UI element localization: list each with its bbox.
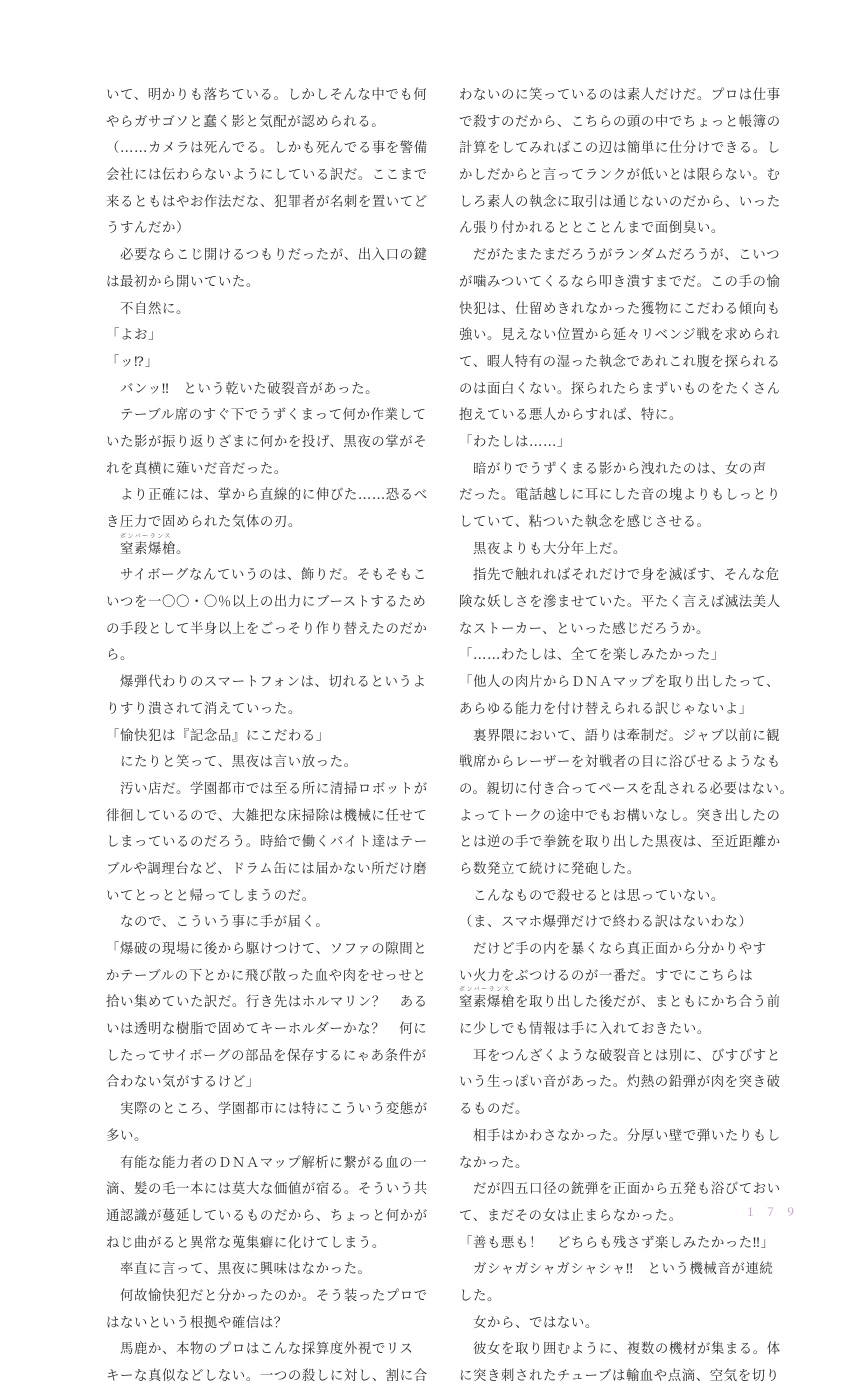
- text-line: [106, 297, 436, 324]
- text-line: [106, 1337, 436, 1364]
- text-line: [106, 937, 436, 964]
- left-text-column: [106, 83, 436, 1391]
- line-text: 拾い集めていた訳だ。行き先はホルマリン？ ある: [106, 995, 428, 1011]
- line-text: 汚い店だ。学園都市では至る所に清掃ロボットが: [106, 781, 428, 797]
- line-text: した。: [459, 1288, 501, 1304]
- text-line: [459, 830, 789, 857]
- line-text: （ま、スマホ爆弾だけで終わる訳はないわな）: [459, 915, 753, 931]
- line-text: 馬鹿か、本物のプロはこんな採算度外視でリス: [106, 1342, 414, 1358]
- text-line: [459, 83, 789, 110]
- line-text: 快犯は、仕留めきれなかった獲物にこだわる傾向も: [459, 301, 781, 317]
- line-text: ねじ曲がると異常な蒐集癖に化けてしまう。: [106, 1235, 386, 1251]
- line-text: だが四五口径の銃弾を正面から五発も浴びておい: [459, 1182, 781, 1198]
- line-text: が噛みついてくるなら叩き潰すまでだ。この手の愉: [459, 274, 781, 290]
- line-text: 彼女を取り囲むように、複数の機材が集まる。体: [459, 1342, 781, 1358]
- text-line: [459, 483, 789, 510]
- text-line: [106, 403, 436, 430]
- line-text: うすんだか）: [106, 221, 190, 237]
- line-text: あらゆる能力を付け替えられる訳じゃないよ」: [459, 701, 753, 717]
- line-text: わないのに笑っているのは素人だけだ。プロは仕事: [459, 88, 781, 103]
- line-text: 通認識が蔓延しているものだから、ちょっと何かが: [106, 1208, 428, 1224]
- text-line: [106, 1124, 436, 1151]
- text-line: [106, 1257, 436, 1284]
- line-text: なかった。: [459, 1155, 529, 1171]
- line-text: 相手はかわさなかった。分厚い壁で弾いたりもし: [459, 1128, 781, 1144]
- text-line: [106, 136, 436, 163]
- text-line: [106, 724, 436, 751]
- text-line: [106, 750, 436, 777]
- text-line: [459, 350, 789, 377]
- line-text: 「わたしは……」: [459, 434, 571, 450]
- line-text: なストーカー、といった感じだろうか。: [459, 621, 711, 637]
- text-line: [106, 110, 436, 137]
- text-line: [459, 190, 789, 217]
- text-line: [106, 804, 436, 831]
- line-text: とは逆の手で拳銃を取り出した黒夜は、至近距離か: [459, 835, 781, 851]
- line-text: 有能な能力者のＤＮＡマップ解析に繋がる血の一: [106, 1155, 428, 1171]
- line-text: なので、こういう事に手が届く。: [106, 915, 330, 931]
- text-line: [459, 1364, 789, 1391]
- line-text: より正確には、掌から直線的に伸びた……恐るべ: [106, 488, 428, 504]
- page-number: １７９: [745, 1206, 805, 1219]
- line-text: き圧力で固められた気体の刃。: [106, 515, 302, 530]
- text-line: [106, 1017, 436, 1044]
- text-line: [106, 1284, 436, 1311]
- line-text: 来るともはやお作法だな、犯罪者が名刺を置いてど: [106, 194, 428, 210]
- line-text: 「……わたしは、全てを楽しみたかった」: [459, 648, 725, 664]
- line-text: しまっているのだろう。時給で働くバイト達はテー: [106, 835, 428, 851]
- line-text: だけど手の内を暴くなら真正面から分かりやす: [459, 942, 767, 957]
- line-text: 「他人の肉片からＤＮＡマップを取り出したって、: [459, 675, 780, 691]
- line-text: りすり潰されて消えていった。: [106, 701, 302, 717]
- line-text: こんなもので殺せるとは思っていない。: [459, 888, 725, 904]
- line-text: れを真横に薙いだ音だった。: [106, 461, 288, 477]
- line-text: バンッ‼ という乾いた破裂音があった。: [106, 381, 380, 397]
- line-text: しろ素人の執念に取引は通じないのだから、いった: [459, 194, 781, 210]
- line-text: るものだ。: [459, 1102, 529, 1118]
- text-line: [459, 804, 789, 831]
- line-text: ガシャガシャガシャシャ‼ という機械音が連続: [459, 1262, 774, 1278]
- line-text: （……カメラは死んでる。しかも死んでる事を警備: [106, 141, 428, 157]
- line-text: だった。電話越しに耳にした音の塊よりもしっとり: [459, 488, 781, 504]
- line-text: い火力をぶつけるのが一番だ。すでにこちらは: [459, 968, 754, 984]
- text-line: [106, 884, 436, 911]
- text-line: [459, 377, 789, 404]
- line-text: 実際のところ、学園都市には特にこういう変態が: [106, 1102, 428, 1118]
- line-text: て、まだその女は止まらなかった。: [459, 1208, 683, 1224]
- line-text: いう生っぽい音があった。灼熱の鉛弾が肉を突き破: [459, 1075, 781, 1091]
- text-line: [106, 964, 436, 991]
- text-line: [106, 563, 436, 590]
- line-text: かテーブルの下とかに飛び散った血や肉をせっせと: [106, 968, 427, 984]
- line-text: 女から、ではない。: [459, 1315, 599, 1331]
- line-text: 会社には伝わらないようにしている訳だ。ここまで: [106, 168, 428, 184]
- text-line: [459, 1070, 789, 1097]
- line-text: いは透明な樹脂で固めてキーホルダーかな？ 何に: [106, 1022, 428, 1038]
- text-line: [459, 1284, 789, 1311]
- line-text: 戦席からレーザーを対戦者の目に浴びせるようなも: [459, 755, 781, 771]
- text-line: [106, 670, 436, 697]
- text-line: [459, 510, 789, 537]
- text-line: [459, 857, 789, 884]
- line-text: 「善も悪も！ どちらも残さず楽しみたかった‼」: [459, 1235, 775, 1251]
- text-line: [106, 830, 436, 857]
- text-line: [459, 884, 789, 911]
- line-text: 強い。見えない位置から延々リベンジ戦を求められ: [459, 328, 781, 344]
- line-text: 計算をしてみればこの辺は簡単に仕分けできる。し: [459, 141, 781, 157]
- text-line: [459, 670, 789, 697]
- line-text: 徘徊しているので、大雑把な床掃除は機械に任せて: [106, 808, 428, 824]
- line-text: 険な妖しさを滲ませていた。平たく言えば滅法美人: [459, 595, 781, 611]
- line-text: て、暇人特有の湿った執念であれこれ腹を探られる: [459, 354, 781, 370]
- text-line: [106, 697, 436, 724]
- line-text: 多い。: [106, 1128, 148, 1144]
- line-text: やらガサゴソと蠢く影と気配が認められる。: [106, 114, 386, 130]
- line-text: かしだからと言ってランクが低いとは限らない。む: [459, 168, 781, 184]
- text-line: [459, 937, 789, 964]
- line-text: いてとっとと帰ってしまうのだ。: [106, 888, 316, 904]
- line-text: 窒素爆槍を取り出した後だが、まともにかち合う前: [459, 995, 781, 1011]
- text-line: [106, 216, 436, 243]
- text-line: [106, 377, 436, 404]
- line-text: 不自然に。: [106, 301, 190, 317]
- line-text: していて、粘ついた執念を感じさせる。: [459, 515, 711, 530]
- line-text: テーブル席のすぐ下でうずくまって何か作業して: [106, 408, 427, 424]
- line-text: いた影が振り返りざまに何かを投げ、黒夜の掌がそ: [106, 434, 428, 450]
- text-line: [106, 617, 436, 644]
- line-text: 指先で触れればそれだけで身を滅ぼす、そんな危: [459, 568, 780, 584]
- text-line: [459, 1044, 789, 1071]
- ruby-annotation: ボンバーランス: [120, 532, 172, 540]
- text-line: [459, 163, 789, 190]
- text-line: [106, 1097, 436, 1124]
- line-text: ら。: [106, 648, 134, 664]
- text-line: [106, 1311, 436, 1338]
- text-line: [459, 563, 789, 590]
- line-text: 黒夜よりも大分年上だ。: [459, 541, 627, 557]
- text-line: [459, 1151, 789, 1178]
- line-text: 何故愉快犯だと分かったのか。そう装ったプロで: [106, 1288, 428, 1304]
- line-text: いて、明かりも落ちている。しかしそんな中でも何: [106, 88, 428, 103]
- text-line: [106, 1177, 436, 1204]
- line-text: に突き刺されたチューブは輸血や点滴、空気を切り: [459, 1369, 780, 1384]
- line-text: の手段として半身以上をごっそり作り替えたのだか: [106, 621, 428, 637]
- text-line: [459, 1177, 789, 1204]
- line-text: 「よお」: [106, 328, 162, 344]
- line-text: したってサイボーグの部品を保存するにゃあ条件が: [106, 1048, 427, 1064]
- line-text: キーな真似などしない。一つの殺しに対し、割に合: [106, 1369, 428, 1384]
- text-line: [459, 1204, 789, 1231]
- text-line: [459, 750, 789, 777]
- text-line: [459, 537, 789, 564]
- text-line: [106, 323, 436, 350]
- text-line: [106, 643, 436, 670]
- line-text: 必要ならこじ開けるつもりだったが、出入口の鍵: [106, 248, 428, 264]
- text-line: [106, 910, 436, 937]
- line-text: ん張り付かれるととことんまで面倒臭い。: [459, 221, 725, 237]
- text-line: [459, 986, 789, 1017]
- text-line: [106, 1070, 436, 1097]
- text-line: [459, 1097, 789, 1124]
- line-text: 「ッ⁉」: [106, 354, 159, 370]
- text-line: [459, 617, 789, 644]
- text-line: [459, 136, 789, 163]
- line-text: よってトークの途中でもお構いなし。突き出したの: [459, 808, 781, 824]
- text-line: [106, 590, 436, 617]
- line-text: 滴、髪の毛一本には莫大な価値が宿る。そういう共: [106, 1182, 428, 1198]
- line-text: 窒素爆槍。: [106, 541, 190, 557]
- line-text: 裏界隈において、語りは牽制だ。ジャブ以前に観: [459, 728, 781, 744]
- text-line: [106, 483, 436, 510]
- text-line: [459, 1017, 789, 1044]
- text-line: [459, 1231, 789, 1258]
- line-text: で殺すのだから、こちらの頭の中でちょっと帳簿の: [459, 114, 781, 130]
- text-line: [459, 697, 789, 724]
- line-text: 合わない気がするけど」: [106, 1075, 260, 1091]
- text-line: [106, 83, 436, 110]
- ruby-annotation: ボンバーランス: [459, 986, 511, 994]
- text-line: [106, 190, 436, 217]
- line-text: はないという根拠や確信は？: [106, 1315, 288, 1331]
- line-text: 抱えている悪人からすれば、特に。: [459, 408, 683, 424]
- text-line: [459, 643, 789, 670]
- text-line: [459, 243, 789, 270]
- text-line: [459, 403, 789, 430]
- line-text: の。親切に付き合ってペースを乱される必要はない。: [459, 781, 794, 797]
- line-text: に少しでも情報は手に入れておきたい。: [459, 1022, 711, 1038]
- line-text: いつを一〇〇・〇％以上の出力にブーストするため: [106, 595, 427, 611]
- line-text: サイボーグなんていうのは、飾りだ。そもそもこ: [106, 568, 427, 584]
- text-line: [106, 1364, 436, 1391]
- line-text: 率直に言って、黒夜に興味はなかった。: [106, 1262, 372, 1278]
- text-line: [459, 724, 789, 751]
- text-line: [106, 1231, 436, 1258]
- text-line: [459, 457, 789, 484]
- text-line: [459, 777, 794, 804]
- line-text: は最初から開いていた。: [106, 274, 260, 290]
- text-line: [106, 270, 436, 297]
- text-line: [106, 1044, 436, 1071]
- text-line: [459, 1311, 789, 1338]
- text-line: [106, 1204, 436, 1231]
- line-text: だがたまたまだろうがランダムだろうが、こいつ: [459, 248, 781, 264]
- text-line: [459, 216, 789, 243]
- line-text: にたりと笑って、黒夜は言い放った。: [106, 755, 358, 771]
- text-line: [459, 323, 789, 350]
- line-text: 耳をつんざくような破裂音とは別に、びすびすと: [459, 1048, 781, 1064]
- text-line: [106, 777, 436, 804]
- line-text: ブルや調理台など、ドラム缶には届かない所だけ磨: [106, 861, 428, 877]
- line-text: 「爆破の現場に後から駆けつけて、ソファの隙間と: [106, 942, 428, 957]
- line-text: 「愉快犯は『記念品』にこだわる」: [106, 728, 330, 744]
- line-text: 爆弾代わりのスマートフォンは、切れるというよ: [106, 675, 427, 691]
- text-line: [459, 270, 789, 297]
- line-text: 暗がりでうずくまる影から洩れたのは、女の声: [459, 461, 767, 477]
- text-line: [459, 1124, 789, 1151]
- text-line: [459, 910, 789, 937]
- right-text-column: [459, 83, 794, 1391]
- text-line: [106, 1151, 436, 1178]
- text-line: [459, 1337, 789, 1364]
- text-line: [106, 350, 436, 377]
- text-line: [459, 110, 789, 137]
- text-line: [459, 590, 789, 617]
- text-line: [106, 163, 436, 190]
- text-line: [106, 243, 436, 270]
- text-line: [106, 430, 436, 457]
- text-line: [459, 430, 789, 457]
- text-line: [459, 297, 789, 324]
- text-line: [106, 457, 436, 484]
- line-text: ら数発立て続けに発砲した。: [459, 861, 641, 877]
- text-line: [106, 532, 436, 564]
- line-text: のは面白くない。探られたらまずいものをたくさん: [459, 381, 781, 397]
- text-line: [106, 990, 436, 1017]
- text-line: [459, 1257, 789, 1284]
- text-line: [106, 857, 436, 884]
